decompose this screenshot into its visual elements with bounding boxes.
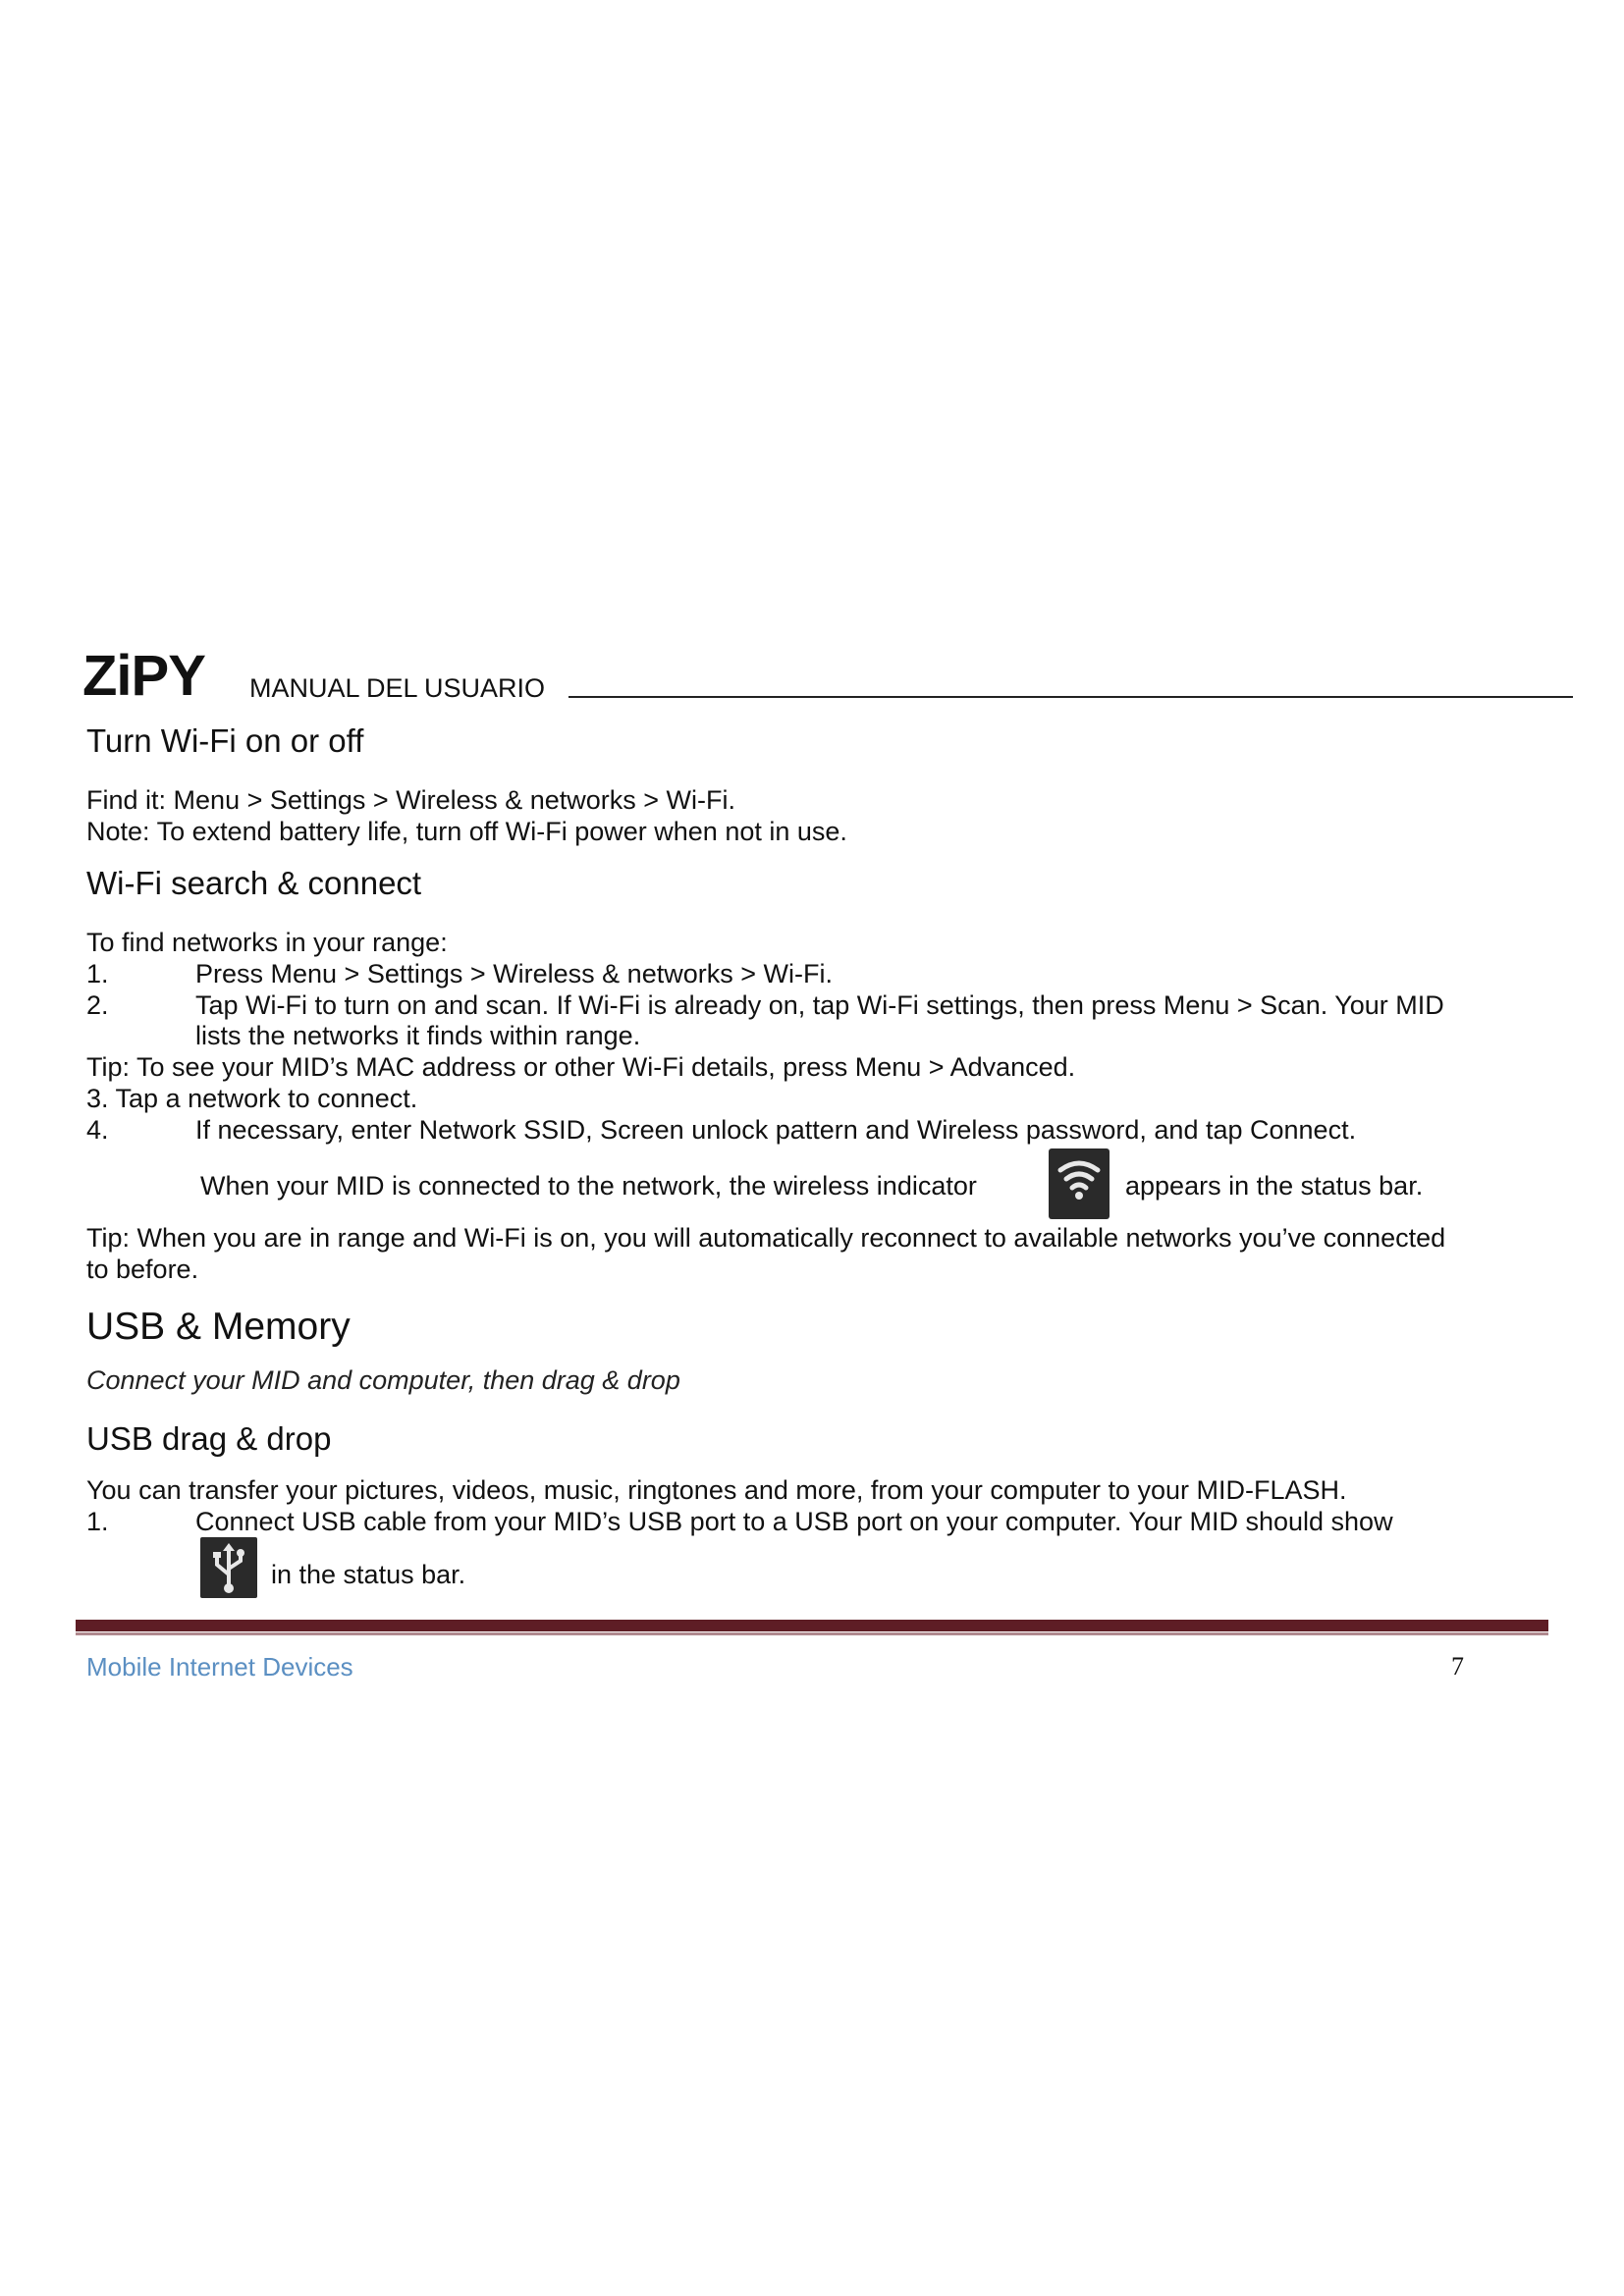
wifi-indicator-icon (1049, 1148, 1110, 1219)
find-it-text: Menu > Settings > Wireless & networks > Wi-Fi. (173, 785, 735, 815)
logo-text: ZiPY (82, 648, 205, 703)
connected-text-after: appears in the status bar. (1125, 1171, 1424, 1201)
step-2-line-1: Tap Wi-Fi to turn on and scan. If Wi-Fi is already on, tap Wi-Fi settings, then press Menu > Scan. Your MID (195, 990, 1444, 1020)
find-it-line (86, 785, 735, 816)
tip-text: : When you are in range and Wi-Fi is on, you will automatically reconnect to available networks you’ve connected (122, 1223, 1446, 1253)
heading-usb-drag-drop: USB drag & drop (86, 1420, 332, 1457)
usb-icon (200, 1537, 257, 1598)
step-2-line-2: lists the networks it finds within range. (195, 1021, 641, 1050)
step-number: 1. (86, 1507, 109, 1536)
header-rule (568, 696, 1573, 698)
tip-text: To see your MID’s MAC address or other Wi-Fi details, press Menu > Advanced. (136, 1052, 1076, 1082)
page-number: 7 (1451, 1652, 1464, 1681)
footer-label: Mobile Internet Devices (86, 1652, 353, 1682)
heading-wifi-search: Wi-Fi search & connect (86, 865, 422, 901)
tip-label: Tip (86, 1223, 123, 1253)
tip-mac-line (86, 1052, 1075, 1083)
usb-status-text: in the status bar. (271, 1560, 466, 1589)
page-header (82, 648, 1573, 703)
zipy-logo (82, 648, 249, 703)
step-number: 2. (86, 990, 109, 1020)
step-3-text: 3. Tap a network to connect. (86, 1084, 418, 1113)
heading-wifi-toggle: Turn Wi-Fi on or off (86, 722, 364, 759)
usb-indicator-icon (200, 1537, 257, 1598)
step-1-text: Press Menu > Settings > Wireless & networks > Wi-Fi. (195, 959, 833, 988)
connected-text-before: When your MID is connected to the network, the wireless indicator (200, 1171, 977, 1201)
find-it-label: Find it: (86, 785, 167, 815)
heading-usb-memory: USB & Memory (86, 1306, 351, 1348)
note-label: Note: (86, 817, 150, 846)
usb-subtitle: Connect your MID and computer, then drag & drop (86, 1365, 680, 1395)
footer-bar (76, 1620, 1548, 1631)
tip-label: Tip: (86, 1052, 131, 1082)
step-number: 4. (86, 1115, 109, 1145)
tip-reconnect-line-2: to before. (86, 1255, 199, 1284)
footer-rule (76, 1632, 1548, 1635)
note-line (86, 817, 847, 847)
header-title: MANUAL DEL USUARIO (249, 673, 546, 703)
note-text: To extend battery life, turn off Wi-Fi power when not in use. (156, 817, 847, 846)
tip-reconnect-line-1 (86, 1223, 1445, 1254)
usb-intro: You can transfer your pictures, videos, music, ringtones and more, from your computer to your MID-FLASH. (86, 1475, 1347, 1505)
step-number: 1. (86, 959, 109, 988)
wifi-icon (1049, 1148, 1110, 1219)
usb-step-1-text: Connect USB cable from your MID’s USB port to a USB port on your computer. Your MID should show (195, 1507, 1393, 1536)
search-intro: To find networks in your range: (86, 928, 448, 957)
step-4-text: If necessary, enter Network SSID, Screen unlock pattern and Wireless password, and tap Connect. (195, 1115, 1357, 1145)
